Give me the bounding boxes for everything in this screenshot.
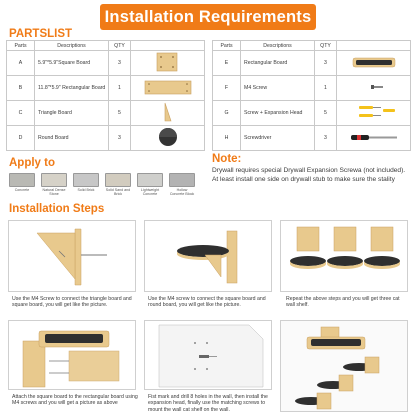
table-row (213, 51, 411, 76)
table-row (213, 76, 411, 101)
lightweight-concrete-swatch (137, 173, 163, 187)
table-row (213, 126, 411, 151)
part-qty: 3 (315, 51, 337, 76)
part-description: Rectangular Board (241, 51, 315, 76)
part-letter: G (213, 101, 241, 126)
part-description: 5.9"*5.9"Square Board (35, 51, 109, 76)
material-label: Hollow Concrete Block (169, 188, 195, 196)
material-item (105, 173, 131, 196)
material-label: Lightweight Concrete (140, 188, 160, 196)
square-board-image (131, 51, 205, 76)
final-shelf-image (280, 320, 408, 412)
concrete-swatch (9, 173, 35, 187)
part-description: 11.8"*5.9" Rectangular Board (35, 76, 109, 101)
part-qty: 5 (109, 101, 131, 126)
part-description: Screwdriver (241, 126, 315, 151)
table-row (7, 51, 205, 76)
part-description: M4 Screw (241, 76, 315, 101)
header-descriptions: Descriptions (241, 41, 315, 51)
material-label: Solid Brick (77, 188, 95, 192)
rectangular-board-image (131, 76, 205, 101)
material-label: Concrete (14, 188, 30, 192)
table-row (7, 76, 205, 101)
screw-icon (337, 76, 411, 101)
step-5-image (144, 320, 272, 390)
part-letter: H (213, 126, 241, 151)
cat-bed-image (337, 51, 411, 76)
header-image (337, 41, 411, 51)
note-text: Drywall requires special Drywall Expansion Screwa (not included). At least install one side on drywall stub to make sure the stality (212, 167, 406, 183)
step-4-caption: Attach the square board to the rectangular board using M4 screws and you will get a picture as above (12, 394, 138, 407)
part-letter: B (7, 76, 35, 101)
part-letter: A (7, 51, 35, 76)
installation-heading: Installation Steps (9, 203, 105, 215)
header-image (131, 41, 205, 51)
material-item (41, 173, 67, 196)
parts-table-right (212, 40, 411, 151)
expansion-screw-icon (337, 101, 411, 126)
stone-swatch (41, 173, 67, 187)
material-item (73, 173, 99, 192)
material-item (137, 173, 163, 196)
round-board-image (131, 126, 205, 151)
part-letter: D (7, 126, 35, 151)
step-3-image (280, 220, 408, 292)
material-item (169, 173, 195, 196)
table-header-row (7, 41, 205, 51)
step-3-caption: Repeat the above steps and you will get three cat wall shelf. (286, 296, 400, 309)
header-qty: QTY (109, 41, 131, 51)
header-qty: QTY (315, 41, 337, 51)
triangle-board-image (131, 101, 205, 126)
part-qty: 3 (315, 126, 337, 151)
table-row (7, 101, 205, 126)
material-label: Natural Dense Stone (42, 188, 66, 196)
note-heading: Note: (212, 153, 242, 165)
hollow-block-swatch (169, 173, 195, 187)
step-5-caption: Fist mark and drill 8 holes in the wall, then install the expansion head, finally use the matching screws to mount the wall cat shelf on the wall. (148, 394, 268, 413)
header-parts: Parts (7, 41, 35, 51)
header-parts: Parts (213, 41, 241, 51)
part-letter: F (213, 76, 241, 101)
brick-swatch (73, 173, 99, 187)
step-2-caption: Use the M4 screw to connect the square board and round board, you will get like the picture. (148, 296, 266, 309)
page-title: Installation Requirements (104, 7, 312, 26)
part-letter: C (7, 101, 35, 126)
materials-row (9, 173, 204, 197)
screwdriver-icon (337, 126, 411, 151)
sand-brick-swatch (105, 173, 131, 187)
part-qty: 1 (109, 76, 131, 101)
part-letter: E (213, 51, 241, 76)
header-descriptions: Descriptions (35, 41, 109, 51)
apply-to-heading: Apply to (9, 157, 55, 169)
part-qty: 5 (315, 101, 337, 126)
parts-table-left (6, 40, 205, 151)
step-1-caption: Use the M4 Screw to connect the triangle board and square board, you will get like the picture. (12, 296, 132, 309)
table-header-row (213, 41, 411, 51)
part-description: Triangle Board (35, 101, 109, 126)
step-2-image (144, 220, 272, 292)
material-label: Solid Sand and Brick (105, 188, 131, 196)
material-item (9, 173, 35, 192)
table-row (7, 126, 205, 151)
part-description: Screw + Expansion Head (241, 101, 315, 126)
title-banner (100, 4, 316, 30)
partslist-heading: PARTSLIST (9, 28, 73, 40)
part-qty: 1 (315, 76, 337, 101)
table-row (213, 101, 411, 126)
step-1-image (8, 220, 136, 292)
part-description: Round Board (35, 126, 109, 151)
part-qty: 3 (109, 126, 131, 151)
step-4-image (8, 320, 136, 390)
part-qty: 3 (109, 51, 131, 76)
